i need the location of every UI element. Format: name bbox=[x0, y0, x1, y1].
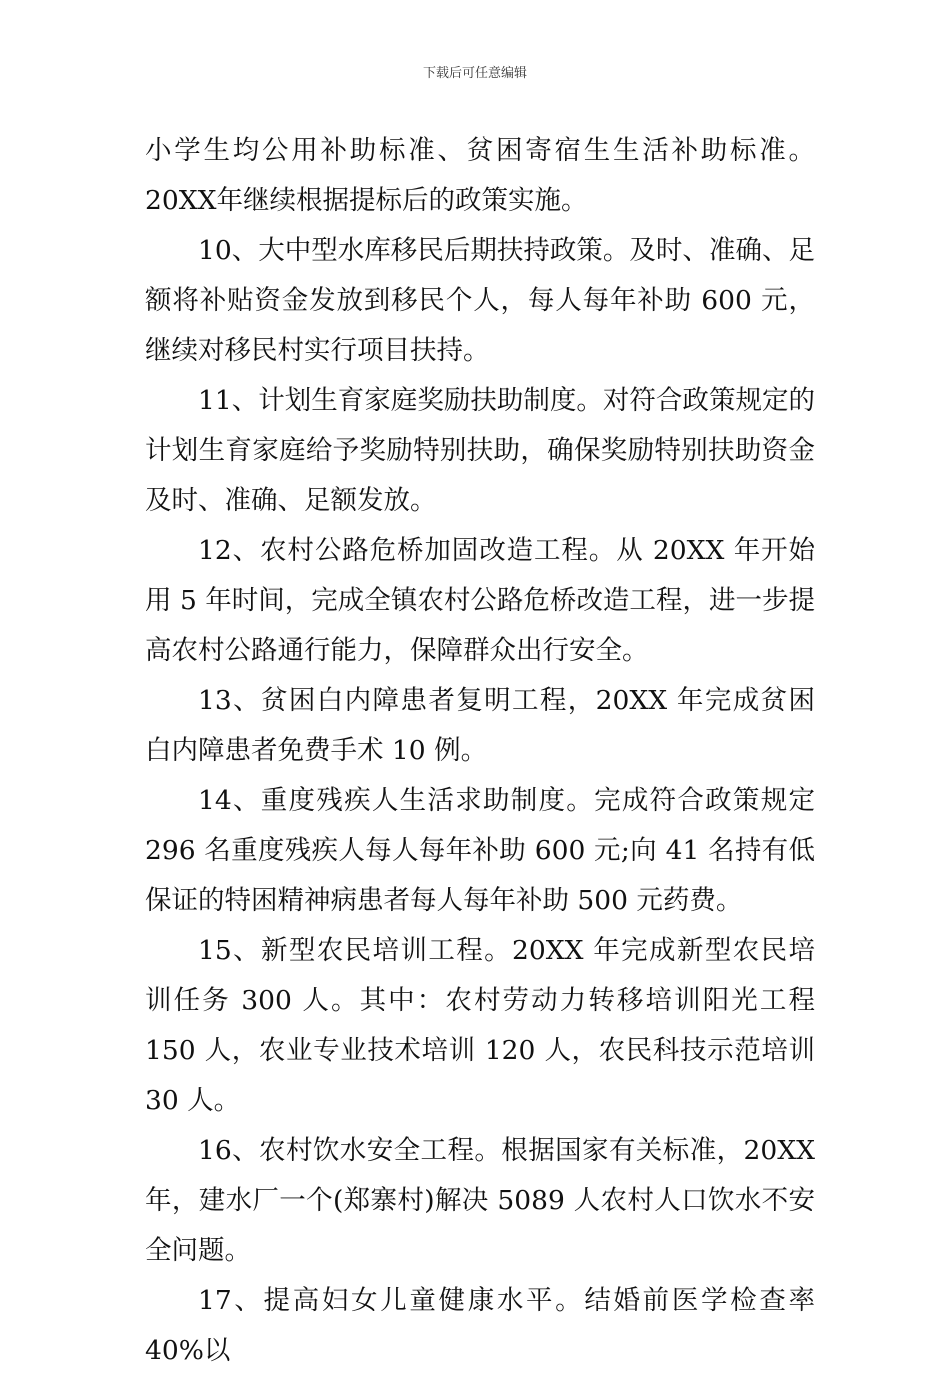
paragraph: 小学生均公用补助标准、贫困寄宿生生活补助标准。20XX年继续根据提标后的政策实施。 bbox=[145, 135, 815, 216]
document-body bbox=[145, 126, 815, 1376]
paragraph: 12、农村公路危桥加固改造工程。从 20XX 年开始用 5 年时间，完成全镇农村公路危桥改造工程，进一步提高农村公路通行能力，保障群众出行安全。 bbox=[145, 535, 815, 666]
page-header: 下载后可任意编辑 bbox=[422, 66, 527, 81]
paragraph: 13、贫困白内障患者复明工程，20XX 年完成贫困白内障患者免费手术 10 例。 bbox=[145, 685, 815, 766]
paragraph: 10、大中型水库移民后期扶持政策。及时、准确、足额将补贴资金发放到移民个人，每人每年补助 600 元，继续对移民村实行项目扶持。 bbox=[145, 235, 815, 366]
paragraph: 14、重度残疾人生活求助制度。完成符合政策规定 296 名重度残疾人每人每年补助 600 元;向 41 名持有低保证的特困精神病患者每人每年补助 500 元药费。 bbox=[145, 785, 815, 916]
paragraph: 16、农村饮水安全工程。根据国家有关标准，20XX 年，建水厂一个(郑寨村)解决 5089 人农村人口饮水不安全问题。 bbox=[145, 1135, 815, 1266]
paragraph: 17、提高妇女儿童健康水平。结婚前医学检查率 40%以 bbox=[145, 1285, 815, 1366]
paragraph: 15、新型农民培训工程。20XX 年完成新型农民培训任务 300 人。其中：农村劳动力转移培训阳光工程 150 人，农业专业技术培训 120 人，农民科技示范培训 30 人。 bbox=[145, 935, 815, 1116]
paragraph: 11、计划生育家庭奖励扶助制度。对符合政策规定的计划生育家庭给予奖励特别扶助，确保奖励特别扶助资金及时、准确、足额发放。 bbox=[145, 385, 815, 516]
